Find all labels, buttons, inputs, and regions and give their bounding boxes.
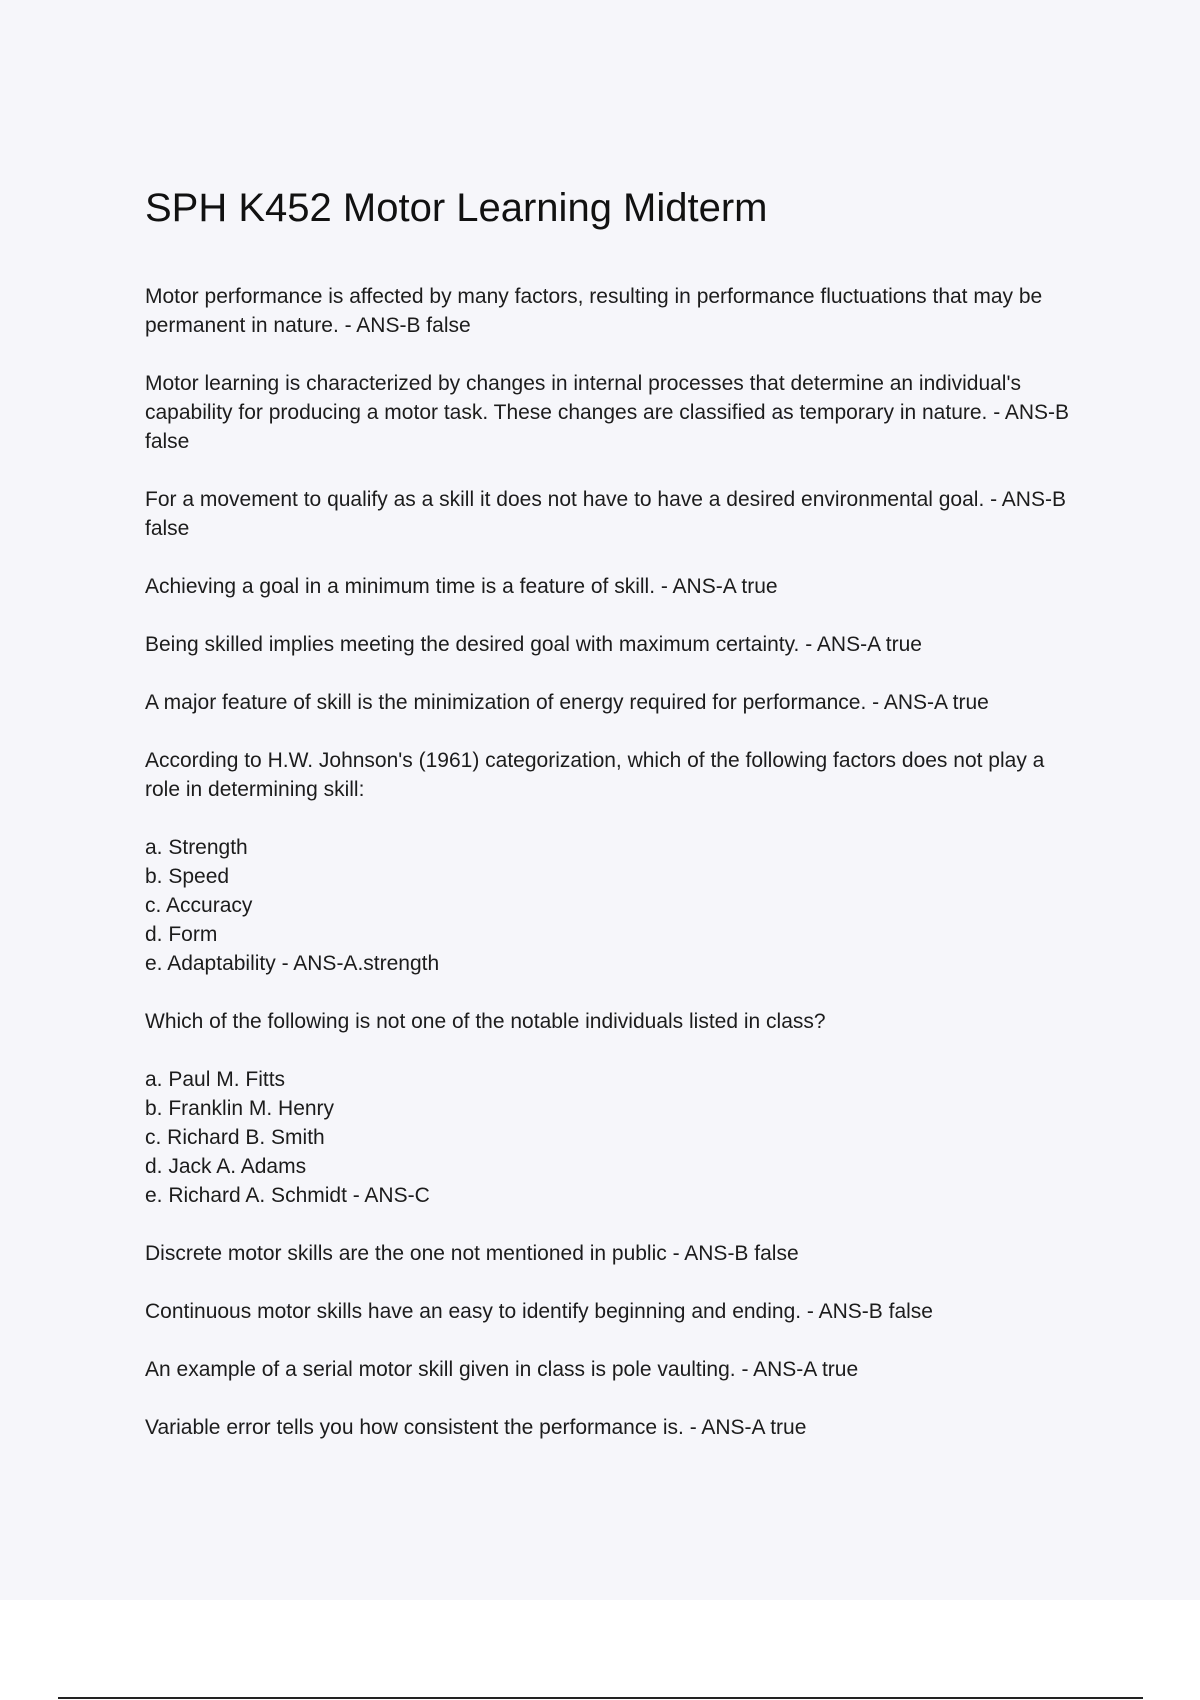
document-body [145,180,1085,1471]
answer-option: c. Accuracy [145,894,253,917]
page-title: SPH K452 Motor Learning Midterm [145,186,768,230]
question-answer: A major feature of skill is the minimization of energy required for performance. - ANS-A true [145,691,989,714]
question-answer: Motor performance is affected by many factors, resulting in performance fluctuations that may be permanent in nature. - ANS-B false [145,285,1049,337]
question-answer: Variable error tells you how consistent the performance is. - ANS-A true [145,1416,807,1439]
answer-option: a. Strength [145,836,248,859]
answer-option: a. Paul M. Fitts [145,1068,286,1091]
answer-options-list [145,1065,1085,1210]
answer-option: d. Jack A. Adams [145,1155,307,1178]
answer-option: d. Form [145,923,218,946]
question-answer: Motor learning is characterized by changes in internal processes that determine an individual's capability for producing a motor task. These changes are classified as temporary in nature. - ANS-B false [145,372,1075,453]
answer-option: c. Richard B. Smith [145,1126,325,1149]
question-prompt: Which of the following is not one of the notable individuals listed in class? [145,1010,826,1033]
question-answer: Continuous motor skills have an easy to identify beginning and ending. - ANS-B false [145,1300,933,1323]
answer-option: e. Richard A. Schmidt - ANS-C [145,1184,430,1207]
question-answer: Achieving a goal in a minimum time is a feature of skill. - ANS-A true [145,575,778,598]
question-answer: Being skilled implies meeting the desired goal with maximum certainty. - ANS-A true [145,633,922,656]
question-prompt: According to H.W. Johnson's (1961) categorization, which of the following factors does not play a role in determining skill: [145,749,1051,801]
answer-option: b. Franklin M. Henry [145,1097,335,1120]
answer-option: e. Adaptability - ANS-A.strength [145,952,440,975]
question-answer: An example of a serial motor skill given in class is pole vaulting. - ANS-A true [145,1358,859,1381]
answer-options-list [145,833,1085,978]
footer-divider [58,1697,1143,1699]
question-answer: Discrete motor skills are the one not mentioned in public - ANS-B false [145,1242,799,1265]
answer-option: b. Speed [145,865,230,888]
question-answer: For a movement to qualify as a skill it does not have to have a desired environmental goal. - ANS-B false [145,488,1072,540]
